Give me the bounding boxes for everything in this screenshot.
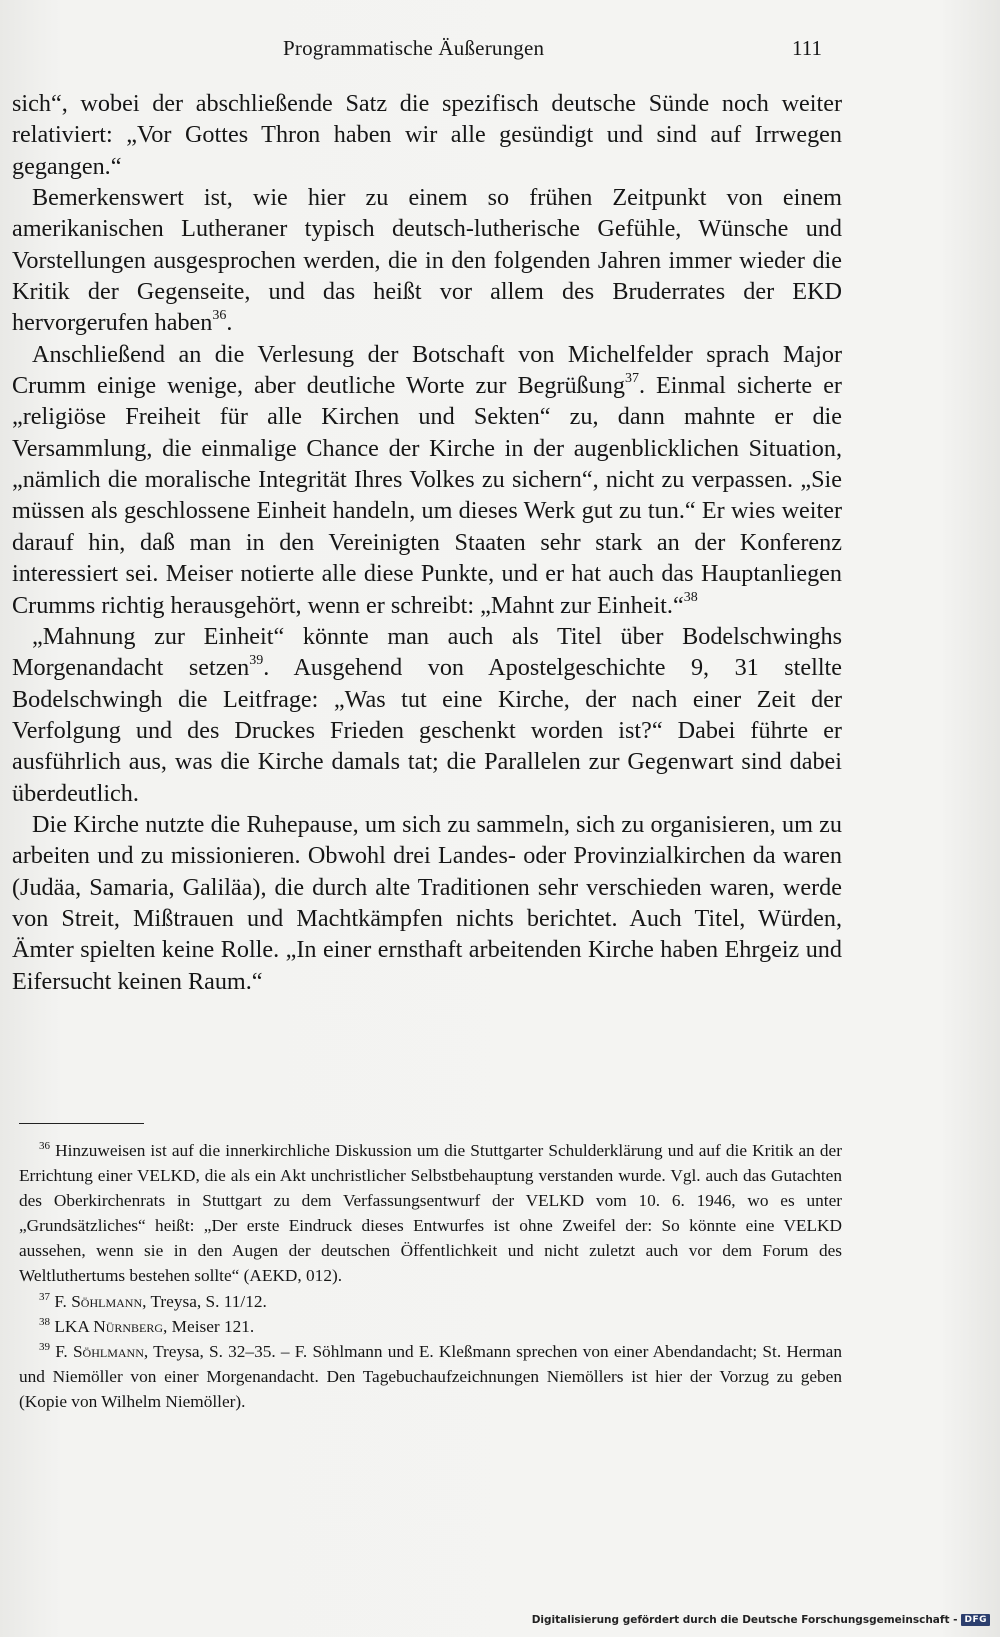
- paragraph-4-text-b: . Ausgehend von Apostelgeschichte 9, 31 stellte Bodelschwingh die Leitfrage: „Was tut eine Kirche, der nach einer Zeit der Verfolgung und des Druckes Frieden geschenkt worden ist?“ Dabei führte er ausführlich aus, was die Kirche damals tat; die Parallelen zur Gegenwart sind dabei überdeutlich.: [12, 654, 842, 807]
- footnote-number: 38: [39, 1315, 50, 1328]
- footnote-text: Hinzuweisen ist auf die innerkirchliche Diskussion um die Stuttgarter Schulderklärung und auf die Kritik an der Errichtung einer VELKD, die als ein Akt unchristlicher Selbstbehauptung verstanden wurde. Vgl. auch das Gutachten des Oberkirchenrats in Stuttgart zu dem Verfassungsentwurf der VELKD vom 10. 6. 1946, wo es unter „Grundsätzliches“ heißt: „Der erste Eindruck dieses Entwurfes ist ohne Zweifel der: So könnte eine VELKD aussehen, wenn sie in den Augen der deutschen Öffentlichkeit und nicht zuletzt auch vor dem Forum des Weltluthertums bestehen sollte“ (AEKD, 012).: [19, 1141, 842, 1286]
- footnote-author: F. Söhlmann: [54, 1291, 143, 1311]
- paragraph-4: [12, 621, 842, 809]
- credit-text: Digitalisierung gefördert durch die Deutsche Forschungsgemeinschaft -: [531, 1614, 958, 1626]
- page-header: [0, 36, 1000, 66]
- footnote-39: [19, 1339, 842, 1414]
- body-text: [12, 88, 842, 997]
- footnote-ref-36: 36: [212, 308, 227, 324]
- paragraph-5: [12, 809, 842, 997]
- page-number: 111: [792, 36, 822, 60]
- footnote-36: [19, 1138, 842, 1289]
- footnote-divider: [19, 1123, 144, 1124]
- footnote-text: , Meiser 121.: [163, 1316, 255, 1336]
- footnote-number: 37: [39, 1290, 50, 1303]
- running-head: Programmatische Äußerungen: [283, 36, 545, 60]
- paragraph-4-text-a: „Mahnung zur Einheit“ könnte man auch als Titel über Bodelschwinghs Morgenandacht setzen: [12, 622, 842, 682]
- footnote-text: , Treysa, S. 11/12.: [142, 1291, 267, 1311]
- digitization-credit: [532, 1614, 990, 1626]
- footnote-37: [19, 1289, 842, 1314]
- paragraph-1-text: sich“, wobei der abschließende Satz die spezifisch deutsche Sünde noch weiter relativiert: „Vor Gottes Thron haben wir alle gesündigt und sind auf Irrwegen gegangen.“: [12, 90, 842, 180]
- paragraph-2-text: Bemerkenswert ist, wie hier zu einem so frühen Zeitpunkt von einem amerikanischen Lutheraner typisch deutsch-lutherische Gefühle, Wünsche und Vorstellungen ausgesprochen werden, die in den folgenden Jahren immer wieder die Kritik der Gegenseite, und das heißt vor allem des Bruderrates der EKD hervorgerufen haben: [12, 184, 842, 337]
- footnote-ref-38: 38: [683, 590, 698, 606]
- footnote-38: [19, 1314, 842, 1339]
- paragraph-3: [12, 339, 842, 621]
- paragraph-3-text-b: . Einmal sicherte er „religiöse Freiheit für alle Kirchen und Sekten“ zu, dann mahnte er die Versammlung, die einmalige Chance der Kirche in der augenblicklichen Situation, „nämlich die moralische Integrität Ihres Volkes zu sichern“, nicht zu verpassen. „Sie müssen als geschlossene Einheit handeln, um dieses Werk gut zu tun.“ Er wies weiter darauf hin, daß man in den Vereinigten Staaten sehr stark an der Konferenz interessiert sei. Meiser notierte alle diese Punkte, und er hat auch das Hauptanliegen Crumms richtig herausgehört, wenn er schreibt: „Mahnt zur Einheit.“: [12, 372, 842, 619]
- paragraph-1: [12, 88, 842, 182]
- footnote-author: LKA Nürnberg: [54, 1316, 164, 1336]
- footnote-author: F. Söhlmann: [55, 1341, 144, 1361]
- footnotes: [19, 1138, 842, 1414]
- footnote-ref-39: 39: [249, 653, 264, 669]
- paragraph-5-text: Die Kirche nutzte die Ruhepause, um sich zu sammeln, sich zu organisieren, um zu arbeiten und zu missionieren. Obwohl drei Landes- oder Provinzialkirchen da waren (Judäa, Samaria, Galiläa), die durch alte Traditionen sehr verschieden waren, werde von Streit, Mißtrauen und Machtkämpfen nichts berichtet. Auch Titel, Würden, Ämter spielten keine Rolle. „In einer ernsthaft arbeitenden Kirche haben Ehrgeiz und Eifersucht keinen Raum.“: [12, 810, 842, 995]
- footnote-text: , Treysa, S. 32–35. – F. Söhlmann und E. Kleßmann sprechen von einer Abendandacht; St. Herman und Niemöller von einer Morgenandacht. Den Tagebuchaufzeichnungen Niemöllers ist hier der Vorzug zu geben (Kopie von Wilhelm Niemöller).: [19, 1341, 842, 1411]
- paragraph-2-end: .: [226, 309, 233, 337]
- paragraph-3-text-a: Anschließend an die Verlesung der Botschaft von Michelfelder sprach Major Crumm einige wenige, aber deutliche Worte zur Begrüßung: [12, 340, 842, 400]
- footnote-number: 39: [39, 1340, 50, 1353]
- footnote-ref-37: 37: [624, 371, 639, 387]
- footnote-number: 36: [39, 1140, 50, 1153]
- dfg-logo-icon: DFG: [961, 1614, 990, 1626]
- paragraph-2: [12, 182, 842, 339]
